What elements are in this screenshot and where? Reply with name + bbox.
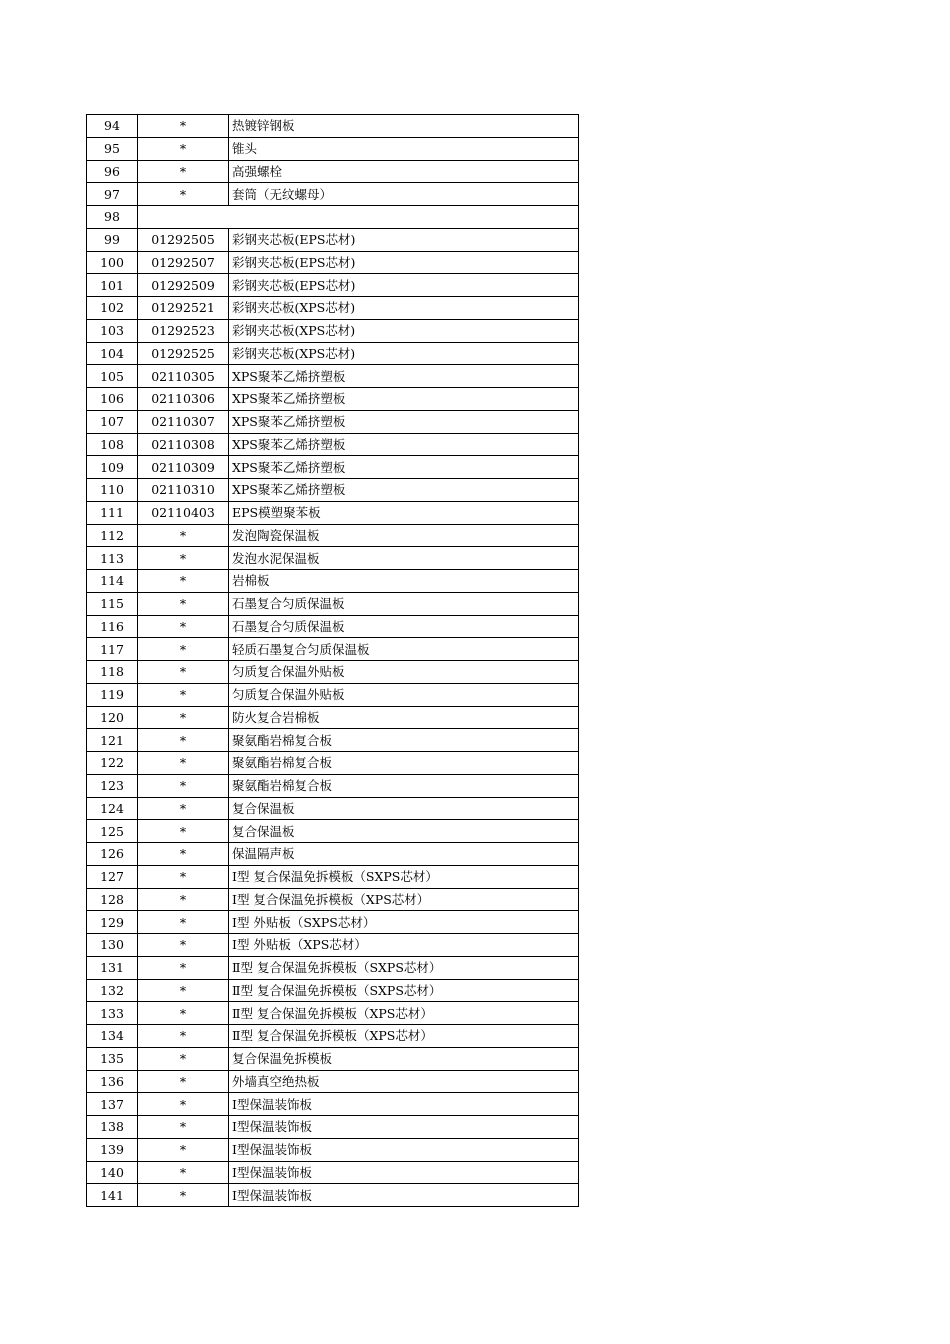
row-number: 111 <box>87 501 138 524</box>
material-name: 彩钢夹芯板(EPS芯材) <box>229 228 579 251</box>
table-row <box>87 979 579 1002</box>
material-code: 02110309 <box>138 456 229 479</box>
material-name: 匀质复合保温外贴板 <box>229 683 579 706</box>
row-number: 117 <box>87 638 138 661</box>
material-name: EPS模塑聚苯板 <box>229 501 579 524</box>
material-name: I型保温装饰板 <box>229 1138 579 1161</box>
material-name: XPS聚苯乙烯挤塑板 <box>229 433 579 456</box>
material-name: 石墨复合匀质保温板 <box>229 615 579 638</box>
table-row <box>87 501 579 524</box>
material-code: * <box>138 160 229 183</box>
row-number: 132 <box>87 979 138 1002</box>
material-code: * <box>138 934 229 957</box>
table-row <box>87 843 579 866</box>
material-code: 02110403 <box>138 501 229 524</box>
row-number: 127 <box>87 865 138 888</box>
material-code: * <box>138 547 229 570</box>
material-code: * <box>138 820 229 843</box>
table-row <box>87 956 579 979</box>
material-name: Ⅱ型 复合保温免拆模板（XPS芯材） <box>229 1025 579 1048</box>
row-number: 122 <box>87 752 138 775</box>
material-code: * <box>138 956 229 979</box>
table-row <box>87 1047 579 1070</box>
material-name: Ⅰ型 复合保温免拆模板（SXPS芯材） <box>229 865 579 888</box>
material-code: 02110305 <box>138 365 229 388</box>
material-name: XPS聚苯乙烯挤塑板 <box>229 388 579 411</box>
table-row <box>87 615 579 638</box>
row-number: 116 <box>87 615 138 638</box>
material-code: * <box>138 774 229 797</box>
row-number: 98 <box>87 206 138 229</box>
row-number: 133 <box>87 1002 138 1025</box>
material-name: Ⅱ型 复合保温免拆模板（XPS芯材） <box>229 1002 579 1025</box>
material-name: 彩钢夹芯板(XPS芯材) <box>229 342 579 365</box>
material-name: 轻质石墨复合匀质保温板 <box>229 638 579 661</box>
material-name: Ⅱ型 复合保温免拆模板（SXPS芯材） <box>229 956 579 979</box>
material-code: * <box>138 1184 229 1207</box>
material-code: * <box>138 1025 229 1048</box>
material-code: * <box>138 1116 229 1139</box>
material-code: * <box>138 1161 229 1184</box>
table-row <box>87 1116 579 1139</box>
material-name: XPS聚苯乙烯挤塑板 <box>229 410 579 433</box>
material-name: 彩钢夹芯板(EPS芯材) <box>229 251 579 274</box>
table-row <box>87 410 579 433</box>
row-number: 114 <box>87 570 138 593</box>
table-row <box>87 160 579 183</box>
material-code: * <box>138 570 229 593</box>
table-row <box>87 524 579 547</box>
row-number: 102 <box>87 297 138 320</box>
material-code: * <box>138 524 229 547</box>
material-name: 发泡陶瓷保温板 <box>229 524 579 547</box>
table-row <box>87 797 579 820</box>
table-row <box>87 683 579 706</box>
material-name: I型保温装饰板 <box>229 1161 579 1184</box>
table-row <box>87 319 579 342</box>
row-number: 139 <box>87 1138 138 1161</box>
row-number: 105 <box>87 365 138 388</box>
material-name: 锥头 <box>229 137 579 160</box>
material-name: 匀质复合保温外贴板 <box>229 661 579 684</box>
material-name: 石墨复合匀质保温板 <box>229 592 579 615</box>
table-row <box>87 661 579 684</box>
material-code: 02110306 <box>138 388 229 411</box>
material-code: 02110307 <box>138 410 229 433</box>
row-number: 99 <box>87 228 138 251</box>
row-number: 97 <box>87 183 138 206</box>
row-number: 118 <box>87 661 138 684</box>
row-number: 126 <box>87 843 138 866</box>
material-name: 聚氨酯岩棉复合板 <box>229 729 579 752</box>
material-code: * <box>138 979 229 1002</box>
material-name: 高强螺栓 <box>229 160 579 183</box>
row-number: 129 <box>87 911 138 934</box>
table-row <box>87 1184 579 1207</box>
material-code: * <box>138 115 229 138</box>
materials-table-body <box>87 115 579 1207</box>
material-name: 彩钢夹芯板(XPS芯材) <box>229 319 579 342</box>
row-number: 100 <box>87 251 138 274</box>
material-name: 聚氨酯岩棉复合板 <box>229 774 579 797</box>
material-name: Ⅰ型 外贴板（XPS芯材） <box>229 934 579 957</box>
material-code: * <box>138 1093 229 1116</box>
table-row <box>87 865 579 888</box>
material-code: * <box>138 865 229 888</box>
material-code: 02110310 <box>138 479 229 502</box>
material-code: * <box>138 888 229 911</box>
material-code: * <box>138 592 229 615</box>
table-row <box>87 137 579 160</box>
material-code: * <box>138 752 229 775</box>
row-number: 109 <box>87 456 138 479</box>
row-number: 120 <box>87 706 138 729</box>
material-name: XPS聚苯乙烯挤塑板 <box>229 479 579 502</box>
material-code: 01292521 <box>138 297 229 320</box>
table-row <box>87 228 579 251</box>
table-row <box>87 1161 579 1184</box>
table-row <box>87 456 579 479</box>
table-row <box>87 752 579 775</box>
row-number: 119 <box>87 683 138 706</box>
material-name: 彩钢夹芯板(EPS芯材) <box>229 274 579 297</box>
material-code: * <box>138 1002 229 1025</box>
row-number: 123 <box>87 774 138 797</box>
material-name: I型保温装饰板 <box>229 1184 579 1207</box>
row-number: 112 <box>87 524 138 547</box>
row-number: 138 <box>87 1116 138 1139</box>
table-row <box>87 183 579 206</box>
material-name: 岩棉板 <box>229 570 579 593</box>
table-row <box>87 115 579 138</box>
material-code: * <box>138 1138 229 1161</box>
material-code: * <box>138 183 229 206</box>
material-name: 套筒（无纹螺母） <box>229 183 579 206</box>
table-row <box>87 433 579 456</box>
table-row <box>87 934 579 957</box>
material-code: * <box>138 911 229 934</box>
row-number: 115 <box>87 592 138 615</box>
material-name: XPS聚苯乙烯挤塑板 <box>229 365 579 388</box>
material-code: 01292509 <box>138 274 229 297</box>
table-row <box>87 1070 579 1093</box>
row-number: 96 <box>87 160 138 183</box>
row-number: 135 <box>87 1047 138 1070</box>
material-name: 聚氨酯岩棉复合板 <box>229 752 579 775</box>
row-number: 130 <box>87 934 138 957</box>
material-code: 01292523 <box>138 319 229 342</box>
row-number: 108 <box>87 433 138 456</box>
row-number: 128 <box>87 888 138 911</box>
material-name: 彩钢夹芯板(XPS芯材) <box>229 297 579 320</box>
row-number: 95 <box>87 137 138 160</box>
material-code: * <box>138 683 229 706</box>
row-number: 107 <box>87 410 138 433</box>
material-code: * <box>138 1070 229 1093</box>
table-row <box>87 365 579 388</box>
row-number: 134 <box>87 1025 138 1048</box>
row-number: 94 <box>87 115 138 138</box>
material-code: * <box>138 615 229 638</box>
table-row <box>87 1138 579 1161</box>
row-number: 137 <box>87 1093 138 1116</box>
table-row <box>87 774 579 797</box>
material-name: 复合保温免拆模板 <box>229 1047 579 1070</box>
table-row <box>87 251 579 274</box>
material-name: 复合保温板 <box>229 797 579 820</box>
row-number: 131 <box>87 956 138 979</box>
table-row <box>87 1002 579 1025</box>
material-code: * <box>138 661 229 684</box>
table-row <box>87 911 579 934</box>
material-name: Ⅰ型 复合保温免拆模板（XPS芯材） <box>229 888 579 911</box>
material-code: * <box>138 137 229 160</box>
table-row <box>87 638 579 661</box>
row-number: 140 <box>87 1161 138 1184</box>
material-name: Ⅰ型 外贴板（SXPS芯材） <box>229 911 579 934</box>
row-number: 101 <box>87 274 138 297</box>
materials-table <box>86 114 579 1207</box>
table-row <box>87 342 579 365</box>
material-code: * <box>138 729 229 752</box>
table-row <box>87 729 579 752</box>
material-name: Ⅱ型 复合保温免拆模板（SXPS芯材） <box>229 979 579 1002</box>
row-number: 113 <box>87 547 138 570</box>
material-name: 热镀锌钢板 <box>229 115 579 138</box>
material-code: 01292507 <box>138 251 229 274</box>
table-row <box>87 1025 579 1048</box>
table-row <box>87 297 579 320</box>
table-row <box>87 479 579 502</box>
material-name: 外墙真空绝热板 <box>229 1070 579 1093</box>
row-number: 121 <box>87 729 138 752</box>
row-number: 110 <box>87 479 138 502</box>
material-name: I型保温装饰板 <box>229 1093 579 1116</box>
row-number: 125 <box>87 820 138 843</box>
material-name: I型保温装饰板 <box>229 1116 579 1139</box>
material-code: * <box>138 843 229 866</box>
table-row <box>87 547 579 570</box>
table-row <box>87 1093 579 1116</box>
row-number: 124 <box>87 797 138 820</box>
material-code: * <box>138 706 229 729</box>
material-code: 02110308 <box>138 433 229 456</box>
table-row <box>87 592 579 615</box>
table-row <box>87 706 579 729</box>
table-row <box>87 888 579 911</box>
table-row <box>87 274 579 297</box>
row-number: 104 <box>87 342 138 365</box>
material-name: 保温隔声板 <box>229 843 579 866</box>
table-row <box>87 206 579 229</box>
material-code: 01292505 <box>138 228 229 251</box>
table-row <box>87 820 579 843</box>
row-number: 136 <box>87 1070 138 1093</box>
row-number: 106 <box>87 388 138 411</box>
merged-empty-cell <box>138 206 579 229</box>
material-code: * <box>138 1047 229 1070</box>
material-code: * <box>138 797 229 820</box>
material-name: 发泡水泥保温板 <box>229 547 579 570</box>
material-name: 防火复合岩棉板 <box>229 706 579 729</box>
table-row <box>87 388 579 411</box>
material-name: 复合保温板 <box>229 820 579 843</box>
table-row <box>87 570 579 593</box>
material-code: * <box>138 638 229 661</box>
row-number: 141 <box>87 1184 138 1207</box>
material-code: 01292525 <box>138 342 229 365</box>
material-name: XPS聚苯乙烯挤塑板 <box>229 456 579 479</box>
row-number: 103 <box>87 319 138 342</box>
